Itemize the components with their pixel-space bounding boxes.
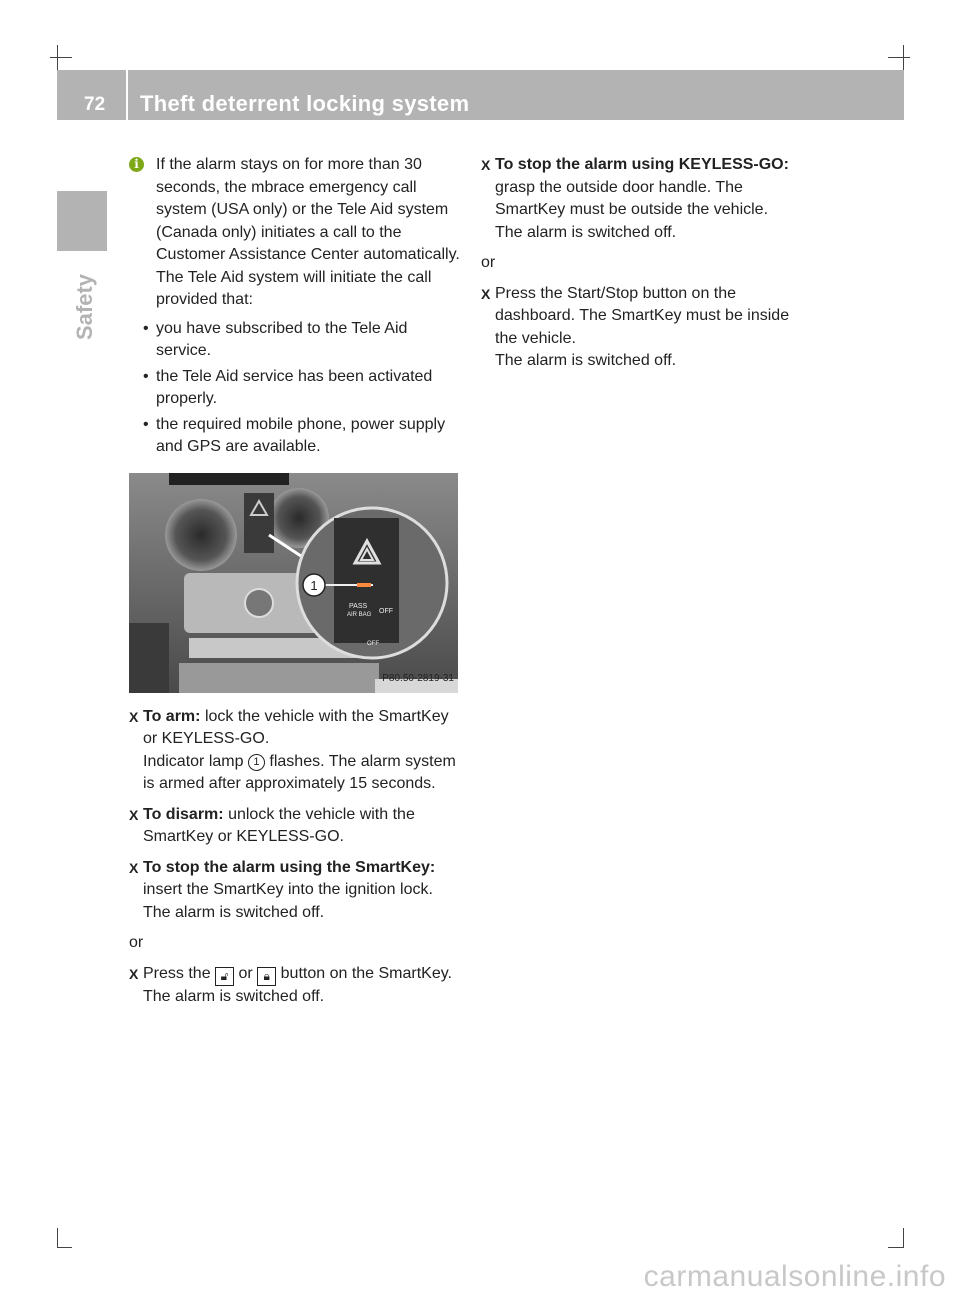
bullet-text: you have subscribed to the Tele Aid service.	[156, 319, 408, 359]
step-result: The alarm is switched off.	[495, 223, 677, 241]
section-tab	[57, 191, 107, 251]
air-vent	[165, 499, 237, 571]
callout-number: 1	[248, 754, 265, 771]
left-column	[129, 154, 461, 1016]
right-column	[481, 154, 811, 381]
step-text: Press the Start/Stop button on the dashboard. The SmartKey must be inside the vehicle.	[495, 284, 790, 347]
step-arrow-icon: X	[129, 708, 139, 725]
list-item	[129, 414, 461, 459]
step-arrow-icon: X	[129, 859, 139, 876]
step-label: To arm:	[143, 707, 201, 725]
bullet-icon: •	[143, 319, 149, 337]
instruction-step	[481, 283, 811, 373]
list-item	[129, 366, 461, 411]
panel-label: PASS	[349, 602, 368, 610]
section-label: Safety	[72, 273, 97, 340]
step-arrow-icon: X	[481, 157, 491, 173]
figure-code: P80.50-2819-31	[382, 673, 454, 684]
panel-label: AIR BAG	[347, 611, 372, 618]
step-text: Indicator lamp	[143, 752, 244, 770]
info-note	[129, 154, 461, 312]
crop-mark	[903, 1228, 904, 1248]
page-number: 72	[84, 94, 106, 115]
panel-label: OFF	[367, 640, 379, 647]
info-text: If the alarm stays on for more than 30 seconds, the mbrace emergency call system (USA only) or the Tele Aid system (Canada only) initiates a call to the Customer Assistance Center automatically. The Tele Aid system will initiate the call provided that:	[156, 156, 460, 308]
dashboard-photo	[129, 473, 458, 693]
step-text: flashes. The alarm system is armed after approximately 15 seconds.	[143, 752, 456, 792]
step-result: The alarm is switched off.	[143, 987, 325, 1005]
instruction-step	[481, 154, 811, 244]
step-arrow-icon: X	[481, 285, 491, 302]
step-text: insert the SmartKey into the ignition lock.	[143, 881, 433, 898]
or-separator: or	[481, 254, 496, 271]
crop-mark	[888, 1247, 903, 1248]
step-text: grasp the outside door handle. The SmartKey must be outside the vehicle.	[495, 178, 769, 218]
crop-mark	[57, 1247, 72, 1248]
dashboard-illustration	[129, 473, 458, 693]
step-arrow-icon: X	[129, 965, 139, 982]
step-text: button on the SmartKey.	[280, 964, 452, 982]
instruction-step	[129, 804, 461, 849]
bullet-text: the Tele Aid service has been activated properly.	[156, 367, 433, 407]
step-arrow-icon: X	[129, 806, 139, 823]
step-text: lock the vehicle with the SmartKey or KEYLESS-GO.	[143, 707, 449, 747]
step-text: unlock the vehicle with the SmartKey or KEYLESS-GO.	[143, 805, 415, 845]
watermark[interactable]: carmanualsonline.info	[643, 1260, 946, 1293]
step-label: To disarm:	[143, 805, 224, 823]
page-title: Theft deterrent locking system	[140, 91, 470, 116]
list-item	[129, 318, 461, 363]
crop-mark	[50, 57, 72, 58]
instruction-step	[129, 706, 461, 796]
bullet-icon: •	[143, 415, 149, 433]
step-label: To stop the alarm using the SmartKey:	[143, 858, 436, 876]
callout-number: 1	[310, 577, 318, 593]
or-separator: or	[129, 934, 144, 951]
bullet-text: the required mobile phone, power supply and GPS are available.	[156, 415, 446, 455]
instruction-step	[129, 857, 461, 925]
crop-mark	[57, 1228, 58, 1248]
panel-label: OFF	[379, 607, 393, 615]
crop-mark	[903, 45, 904, 71]
lock-icon: 🔒︎	[257, 967, 276, 986]
step-label: To stop the alarm using KEYLESS-GO:	[495, 156, 789, 173]
step-result: The alarm is switched off.	[143, 903, 325, 921]
crop-mark	[888, 57, 910, 58]
step-text: or	[238, 964, 253, 982]
crop-mark	[57, 45, 58, 71]
bullet-icon: •	[143, 367, 149, 385]
step-text: Press the	[143, 964, 211, 982]
header-divider	[126, 58, 128, 120]
info-icon: i	[129, 157, 144, 172]
instruction-step	[129, 963, 461, 1009]
unlock-icon: 🔓︎	[215, 967, 234, 986]
step-result: The alarm is switched off.	[495, 352, 677, 369]
